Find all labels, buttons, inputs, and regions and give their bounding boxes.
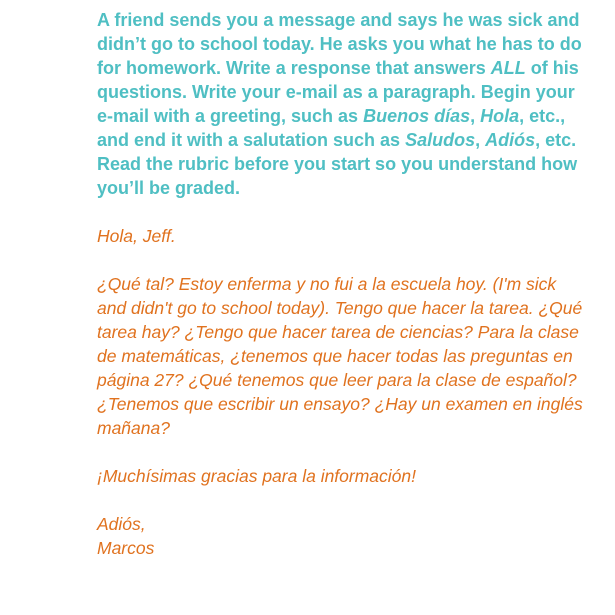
letter-signoff [97,512,587,560]
instructions-salutation-example-1: Saludos [405,130,476,150]
document-content [97,8,587,560]
instructions-separator-1: , [470,106,481,126]
assignment-instructions [97,8,587,200]
instructions-separator-2: , [475,130,486,150]
instructions-text-3: , etc., and end it with a salutation such as [97,106,566,150]
instructions-greeting-example-2: Hola [480,106,520,126]
letter-greeting: Hola, Jeff. [97,226,176,246]
email-response [97,224,587,560]
letter-thanks: ¡Muchísimas gracias para la información! [97,466,417,486]
letter-signature: Marcos [97,538,155,558]
letter-body: ¿Qué tal? Estoy enferma y no fui a la escuela hoy. (I'm sick and didn't go to school today). Tengo que hacer la tarea. ¿Qué tarea hay? ¿Tengo que hacer tarea de ciencias? Para la clase de matemáticas, ¿tenemos que hacer todas las preguntas en página 27? ¿Qué tenemos que leer para la clase de español? ¿Tenemos que escribir un ensayo? ¿Hay un examen en inglés mañana? [97,274,583,438]
letter-closing: Adiós, [97,514,146,534]
instructions-greeting-example-1: Buenos días [363,106,471,126]
instructions-text-2: of his questions. Write your e-mail as a paragraph. Begin your e-mail with a greeting, such as [97,58,579,126]
instructions-text-1: A friend sends you a message and says he was sick and didn’t go to school today. He asks you what he has to do for homework. Write a response that answers [97,10,582,78]
instructions-salutation-example-2: Adiós [485,130,536,150]
instructions-text-4: , etc. Read the rubric before you start so you understand how you’ll be graded. [97,130,578,198]
instructions-emphasis-all: ALL [490,58,526,78]
